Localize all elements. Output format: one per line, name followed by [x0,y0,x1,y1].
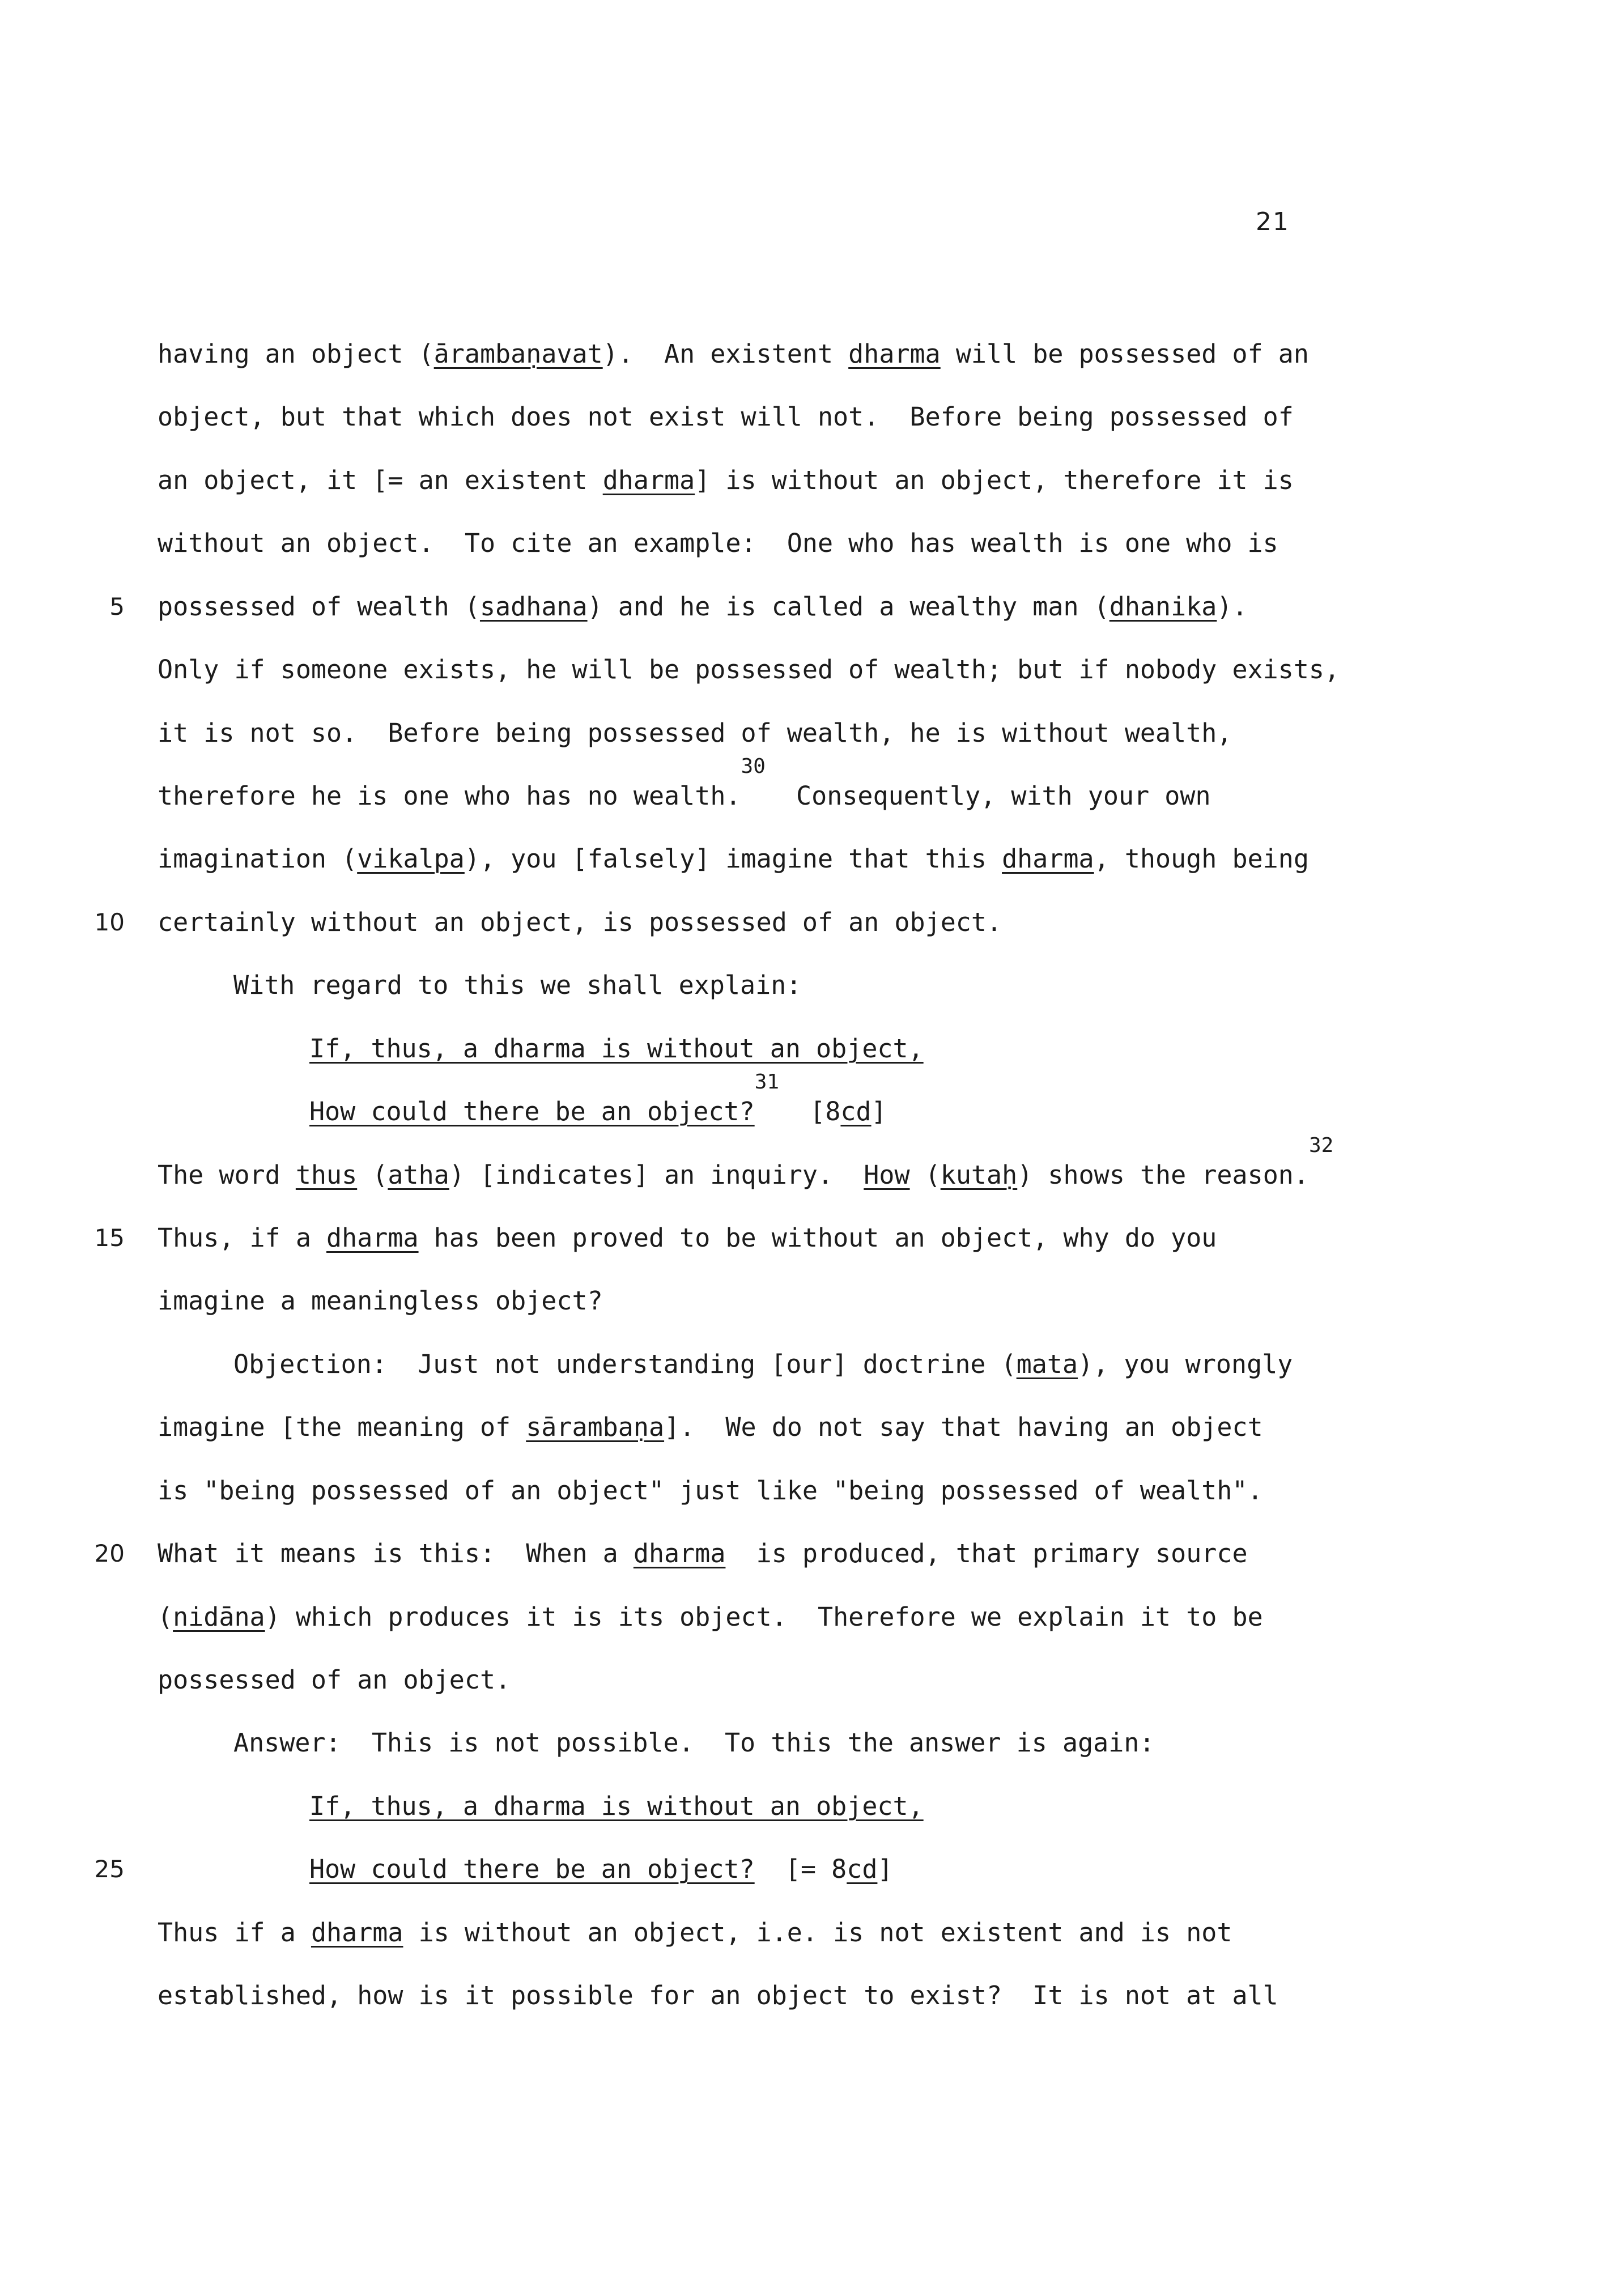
text-line [158,1663,511,1697]
text-line [309,1070,887,1129]
text-segment: is without an object, i.e. is not existent and is not [403,1917,1232,1948]
text-segment: therefore he is one who has no wealth. [158,781,741,811]
text-segment: With regard to this we shall explain: [233,970,802,1000]
text-segment: an object, it [= an existent [158,465,603,495]
text-line [158,1916,1232,1950]
text-segment: [8 [779,1096,841,1126]
text-segment: The word [158,1160,296,1190]
underlined-term: dharma [633,1538,726,1568]
text-segment: is produced, that primary source [725,1538,1248,1568]
text-line [158,716,1232,750]
text-segment: ( [909,1160,941,1190]
underlined-term: kutaḥ [940,1160,1018,1190]
underlined-term: How could there be an object? [309,1096,755,1126]
underlined-term: How could there be an object? [309,1854,755,1884]
underlined-term: cd [847,1854,878,1884]
text-line [158,590,1248,624]
text-segment: ] [877,1854,893,1884]
underlined-term: dharma [311,1917,403,1948]
text-line [158,1537,1248,1571]
text-segment: possessed of an object. [158,1665,511,1695]
text-segment: possessed of wealth ( [158,592,480,622]
text-line [158,1600,1263,1634]
text-segment: it is not so. Before being possessed of wealth, he is without wealth, [158,718,1232,748]
text-segment: ] is without an object, therefore it is [695,465,1294,495]
underlined-term: dharma [848,339,941,369]
underlined-term: How [864,1160,910,1190]
line-number: 5 [109,593,125,620]
footnote-ref: 30 [741,755,766,778]
line-number: 15 [94,1224,125,1252]
text-segment: will be possessed of an [940,339,1309,369]
line-number: 10 [94,908,125,936]
underlined-term: dhanika [1109,592,1217,622]
text-segment: [= 8 [754,1854,847,1884]
text-line [158,1410,1263,1444]
text-segment: without an object. To cite an example: One who has wealth is one who is [158,528,1278,558]
underlined-term: mata [1016,1349,1078,1379]
text-segment: ), you [falsely] imagine that this [464,844,1002,874]
text-segment: established, how is it possible for an object to exist? It is not at all [158,1980,1278,2010]
text-segment: having an object ( [158,339,434,369]
text-segment: ). [1217,592,1248,622]
text-line [158,464,1294,498]
text-line [309,1032,924,1066]
text-segment: Objection: Just not understanding [our] doctrine ( [233,1349,1017,1379]
line-number: 20 [94,1540,125,1567]
text-line [158,905,1002,939]
text-segment: is "being possessed of an object" just like "being possessed of wealth". [158,1476,1263,1506]
text-segment: ) which produces it is its object. Therefore we explain it to be [265,1602,1263,1632]
text-segment: ) [indicates] an inquiry. [449,1160,864,1190]
underlined-term: vikalpa [357,844,465,874]
text-segment: Thus if a [158,1917,311,1948]
text-line [158,1134,1334,1192]
text-segment: Thus, if a [158,1223,327,1253]
underlined-term: If, thus, a dharma is without an object, [309,1034,924,1064]
text-line [158,755,1211,813]
text-segment: What it means is this: When a [158,1538,634,1568]
text-line [309,1852,893,1886]
text-line [158,1474,1263,1508]
underlined-term: nidāna [173,1602,265,1632]
underlined-term: ārambaṇavat [433,339,603,369]
text-segment: ) shows the reason. [1017,1160,1309,1190]
text-line [233,1347,1293,1381]
text-line [158,1221,1217,1255]
underlined-term: dharma [602,465,695,495]
underlined-term: dharma [1002,844,1094,874]
footnote-ref: 31 [754,1070,780,1094]
text-segment: ] [871,1096,887,1126]
text-segment: Consequently, with your own [765,781,1211,811]
text-line [233,968,801,1002]
page-number: 21 [1256,207,1290,236]
text-line [158,842,1309,876]
text-segment: ( [357,1160,388,1190]
underlined-term: atha [388,1160,449,1190]
text-segment: ) and he is called a wealthy man ( [587,592,1109,622]
text-segment: object, but that which does not exist will not. Before being possessed of [158,402,1294,432]
text-segment: imagine a meaningless object? [158,1286,603,1316]
text-line [309,1789,924,1823]
line-number: 25 [94,1855,125,1883]
text-line [158,526,1278,560]
underlined-term: cd [840,1096,871,1126]
text-line [233,1726,1155,1760]
text-line [158,653,1340,687]
text-line [158,1284,603,1318]
text-segment: Only if someone exists, he will be possessed of wealth; but if nobody exists, [158,654,1340,684]
text-segment: imagination ( [158,844,358,874]
footnote-ref: 32 [1308,1134,1334,1157]
underlined-term: thus [295,1160,358,1190]
text-segment: imagine [the meaning of [158,1412,526,1442]
text-segment: ( [158,1602,173,1632]
underlined-term: sārambaṇa [526,1412,665,1442]
text-line [158,1979,1278,2013]
text-segment: certainly without an object, is possessed of an object. [158,907,1002,937]
underlined-term: dharma [326,1223,419,1253]
text-segment: , though being [1094,844,1309,874]
text-segment: ). An existent [602,339,849,369]
underlined-term: If, thus, a dharma is without an object, [309,1791,924,1821]
text-segment: Answer: This is not possible. To this the answer is again: [233,1728,1155,1758]
text-segment: ]. We do not say that having an object [664,1412,1263,1442]
text-line [158,337,1309,371]
text-segment: ), you wrongly [1078,1349,1293,1379]
text-line [158,400,1294,434]
underlined-term: sadhana [479,592,588,622]
text-segment: has been proved to be without an object, why do you [418,1223,1217,1253]
